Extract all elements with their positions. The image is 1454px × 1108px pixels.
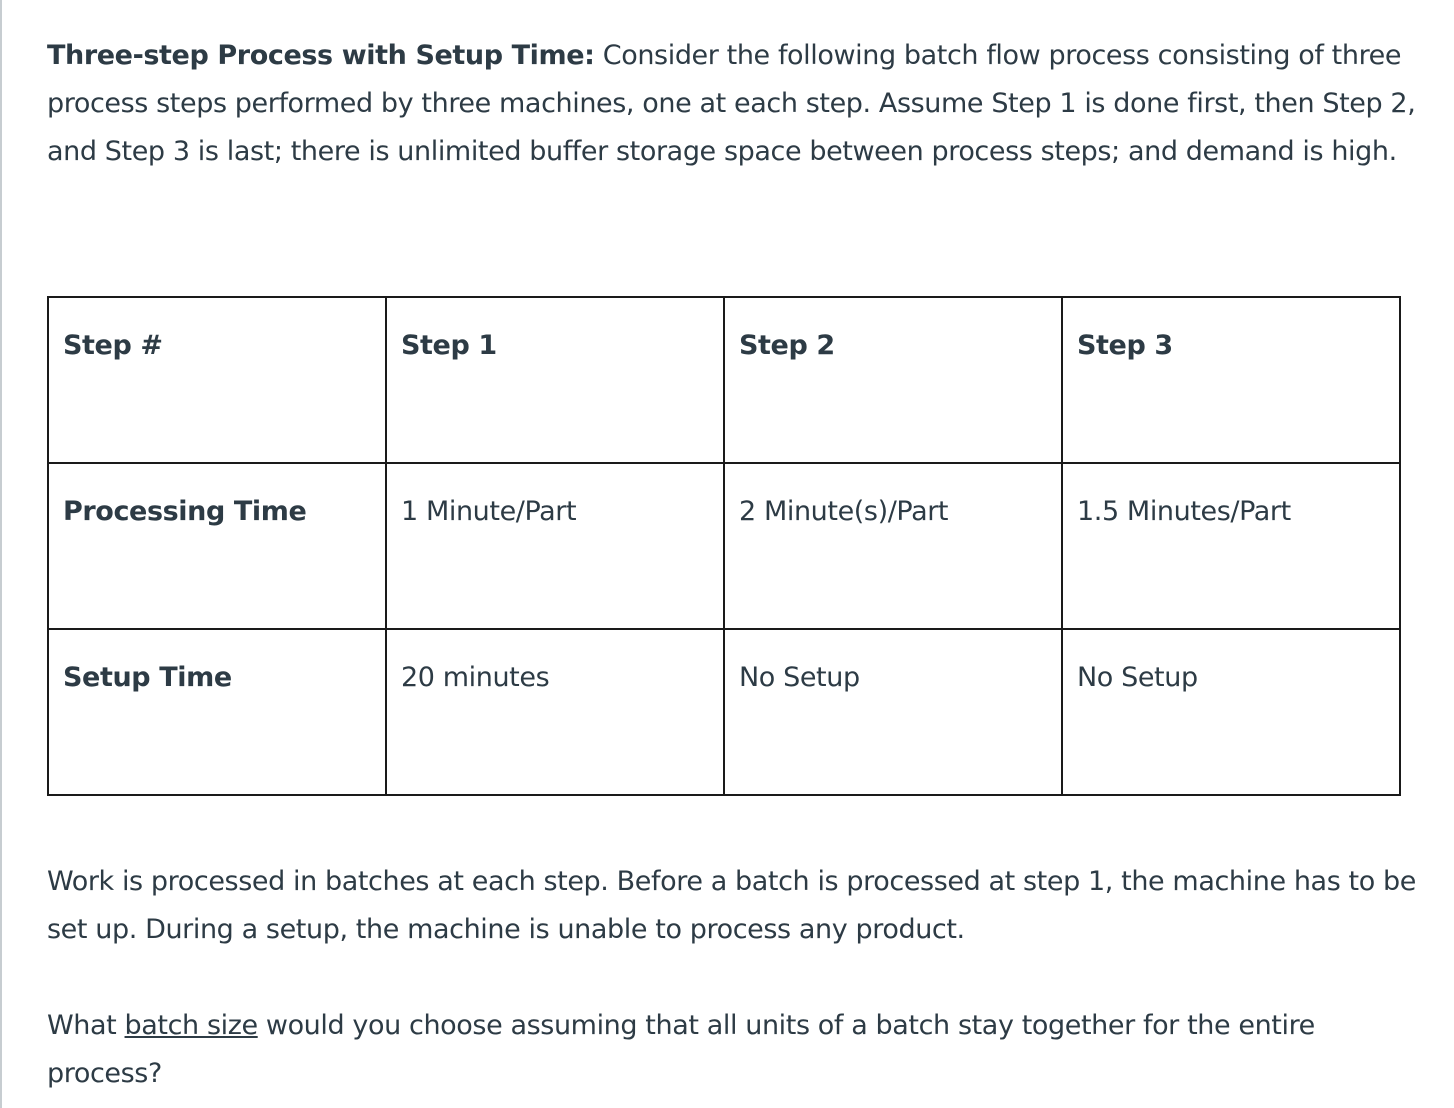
row-label-processing-time: Processing Time (48, 463, 386, 629)
question-text-after: would you choose assuming that all units of a batch stay together for the entire process? (47, 1010, 1315, 1089)
header-step-number: Step # (48, 297, 386, 463)
header-step-2: Step 2 (724, 297, 1062, 463)
intro-heading: Three-step Process with Setup Time: (47, 40, 595, 71)
processing-time-step-1: 1 Minute/Part (386, 463, 724, 629)
batch-description-paragraph: Work is processed in batches at each step. Before a batch is processed at step 1, the machine has to be set up. During a setup, the machine is unable to process any product. (47, 866, 1416, 945)
header-step-1: Step 1 (386, 297, 724, 463)
process-table (47, 296, 1401, 796)
setup-time-step-2: No Setup (724, 629, 1062, 795)
table-row-processing-time (48, 463, 1400, 629)
setup-time-step-1: 20 minutes (386, 629, 724, 795)
table-row-setup-time (48, 629, 1400, 795)
intro-text: Consider the following batch flow process consisting of three process steps performed by three machines, one at each step. Assume Step 1 is done first, then Step 2, and Step 3 is last; there is unlimited buffer storage space between process steps; and demand is high. (47, 40, 1416, 167)
processing-time-step-3: 1.5 Minutes/Part (1062, 463, 1400, 629)
table-row-header (48, 297, 1400, 463)
setup-time-step-3: No Setup (1062, 629, 1400, 795)
question-paragraph (47, 1002, 1427, 1098)
question-text-before: What (47, 1010, 125, 1041)
batch-size-term: batch size (124, 1010, 258, 1041)
row-label-setup-time: Setup Time (48, 629, 386, 795)
processing-time-step-2: 2 Minute(s)/Part (724, 463, 1062, 629)
header-step-3: Step 3 (1062, 297, 1400, 463)
intro-paragraph (47, 32, 1442, 176)
question-content (47, 32, 1442, 1089)
left-border (0, 0, 2, 1108)
